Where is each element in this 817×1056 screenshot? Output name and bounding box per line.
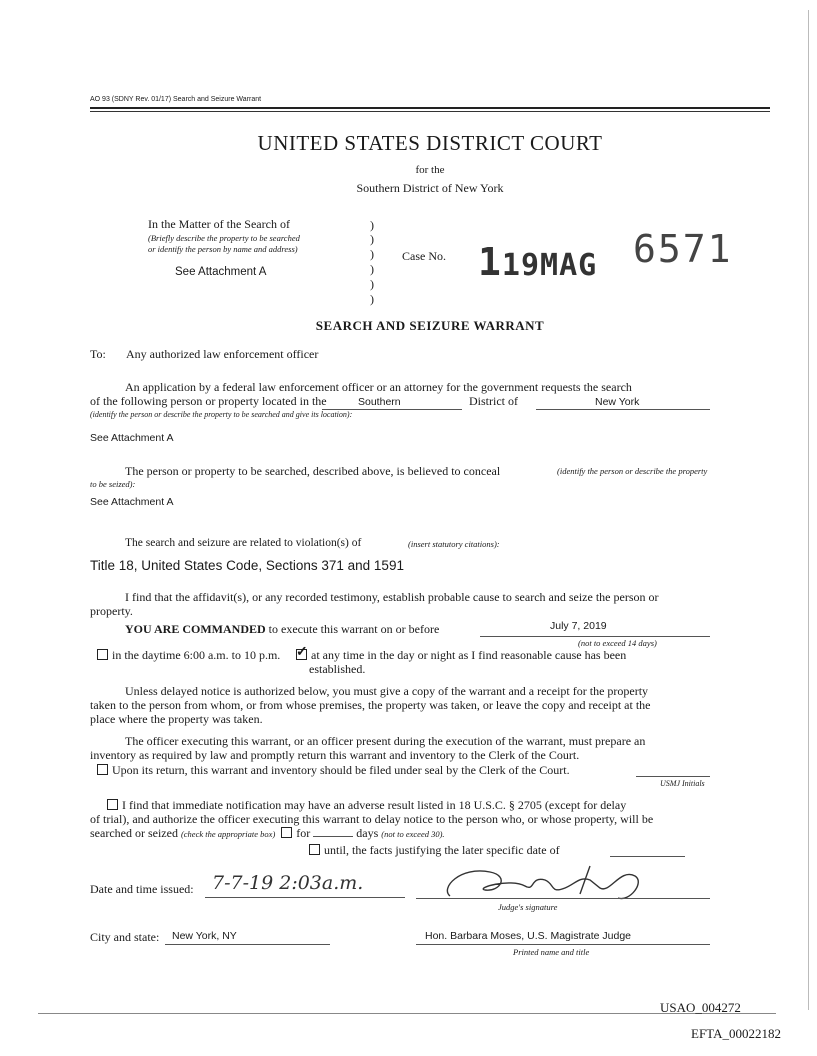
notification-checkbox[interactable] (107, 799, 118, 810)
inventory-2: inventory as required by law and promptly return this warrant and inventory to the Clerk of the Court. (90, 748, 580, 762)
paren: ) (370, 232, 374, 246)
judge-title-label: Printed name and title (513, 947, 590, 957)
violations-note: (insert statutory citations): (408, 539, 500, 549)
for-the: for the (415, 164, 445, 176)
seal-label: Upon its return, this warrant and inventory should be filed under seal by the Clerk of the Court. (112, 763, 570, 777)
paren: ) (370, 277, 374, 291)
conceal-text: The person or property to be searched, described above, is believed to conceal (125, 464, 501, 478)
until-checkbox[interactable] (309, 844, 320, 855)
paren: ) (370, 247, 374, 261)
notification-1 (107, 798, 626, 813)
until-label: until, the facts justifying the later specific date of (324, 843, 560, 857)
bates-number: USAO_004272 (660, 1000, 741, 1015)
probable-cause-1: I find that the affidavit(s), or any recorded testimony, establish probable cause to search and seize the person or (125, 590, 659, 604)
city-value: New York, NY (172, 930, 237, 942)
application-value: See Attachment A (90, 432, 174, 444)
command-text: to execute this warrant on or before (268, 622, 440, 636)
days-line[interactable] (313, 836, 353, 837)
notification-text-1: I find that immediate notification may have an adverse result listed in 18 U.S.C. § 2705 (except for delay (122, 798, 627, 812)
violations-value: Title 18, United States Code, Sections 371 and 1591 (90, 558, 404, 573)
form-id: AO 93 (SDNY Rev. 01/17) Search and Seizure Warrant (90, 96, 262, 103)
to-value: Any authorized law enforcement officer (126, 347, 319, 361)
seal-checkbox[interactable] (97, 764, 108, 775)
district-of-label: District of (469, 394, 518, 408)
scan-edge (808, 10, 809, 1010)
for-label: for (296, 826, 311, 840)
inventory-1: The officer executing this warrant, or an officer present during the execution of the warrant, must prepare an (125, 734, 646, 748)
issued-line (205, 897, 405, 898)
paren: ) (370, 218, 374, 232)
delayed-3: place where the property was taken. (90, 712, 263, 726)
to-label: To: (90, 347, 106, 361)
option-daytime (97, 648, 280, 663)
header-rule-thin (90, 111, 770, 112)
days-note: (not to exceed 30). (381, 829, 445, 839)
matter-note-2: or identify the person by name and address) (148, 244, 298, 254)
anytime-label-2: established. (309, 662, 366, 676)
probable-cause-2: property. (90, 604, 133, 618)
initials-line (636, 776, 710, 777)
seal-option (97, 763, 570, 778)
paren: ) (370, 292, 374, 306)
delayed-1: Unless delayed notice is authorized below, you must give a copy of the warrant and a receipt for the property (125, 684, 649, 698)
signature-label: Judge's signature (498, 902, 558, 912)
notification-3 (90, 826, 445, 841)
judge-line (416, 944, 710, 945)
district-value: Southern (358, 396, 401, 408)
court-title: UNITED STATES DISTRICT COURT (257, 131, 603, 155)
initials-label: USMJ Initials (660, 779, 705, 788)
application-text-1: An application by a federal law enforcement officer or an attorney for the government requests the search (125, 380, 632, 394)
anytime-checkbox[interactable] (296, 645, 308, 660)
anytime-label-1: at any time in the day or night as I find reasonable cause has been (311, 648, 627, 662)
city-label: City and state: (90, 930, 160, 944)
paren: ) (370, 262, 374, 276)
check-mark-icon: ✓ (296, 645, 308, 660)
command-line (125, 622, 439, 637)
city-line (165, 944, 330, 945)
case-number-digits: 6571 (633, 227, 733, 271)
warrant-title: SEARCH AND SEIZURE WARRANT (315, 318, 545, 333)
application-text-2: of the following person or property located in the (90, 394, 327, 408)
command-date: July 7, 2019 (550, 620, 607, 632)
until-line (610, 856, 685, 857)
until-option (309, 843, 560, 858)
daytime-label: in the daytime 6:00 a.m. to 10 p.m. (112, 648, 281, 662)
case-number-stamp: 119MAG (478, 240, 598, 284)
command-bold: YOU ARE COMMANDED (125, 622, 266, 636)
days-label: days (356, 826, 379, 840)
daytime-checkbox[interactable] (97, 649, 108, 660)
matter-heading: In the Matter of the Search of (148, 217, 290, 231)
issued-value: 7-7-19 2:03a.m. (212, 872, 364, 894)
notification-2: of trial), and authorize the officer executing this warrant to delay notice to the person who, or whose property, will be (90, 812, 654, 826)
matter-note-1: (Briefly describe the property to be searched (148, 233, 300, 243)
header-rule (90, 107, 770, 109)
notification-text-3: searched or seized (90, 826, 178, 840)
case-number-prefix: 19MAG (501, 248, 598, 283)
signature-line (416, 898, 710, 899)
command-date-line (480, 636, 710, 637)
command-note: (not to exceed 14 days) (578, 638, 657, 648)
violations-text: The search and seizure are related to violation(s) of (125, 537, 362, 549)
check-note: (check the appropriate box) (180, 829, 276, 839)
issued-label: Date and time issued: (90, 882, 194, 896)
delayed-2: taken to the person from whom, or from whose premises, the property was taken, or leave the copy and receipt at the (90, 698, 651, 712)
efta-number: EFTA_00022182 (691, 1026, 781, 1041)
conceal-note-1: (identify the person or describe the property (557, 466, 708, 476)
option-anytime (296, 645, 627, 663)
conceal-value: See Attachment A (90, 496, 174, 508)
case-label: Case No. (402, 249, 446, 263)
matter-value: See Attachment A (175, 266, 267, 278)
judge-name: Hon. Barbara Moses, U.S. Magistrate Judge (425, 930, 632, 942)
for-days-checkbox[interactable] (281, 827, 292, 838)
state-line (536, 409, 710, 410)
application-note: (identify the person or describe the property to be searched and give its location): (90, 410, 353, 419)
district-name: Southern District of New York (356, 181, 504, 195)
conceal-note-2: to be seized): (90, 479, 136, 489)
state-value: New York (595, 396, 640, 408)
